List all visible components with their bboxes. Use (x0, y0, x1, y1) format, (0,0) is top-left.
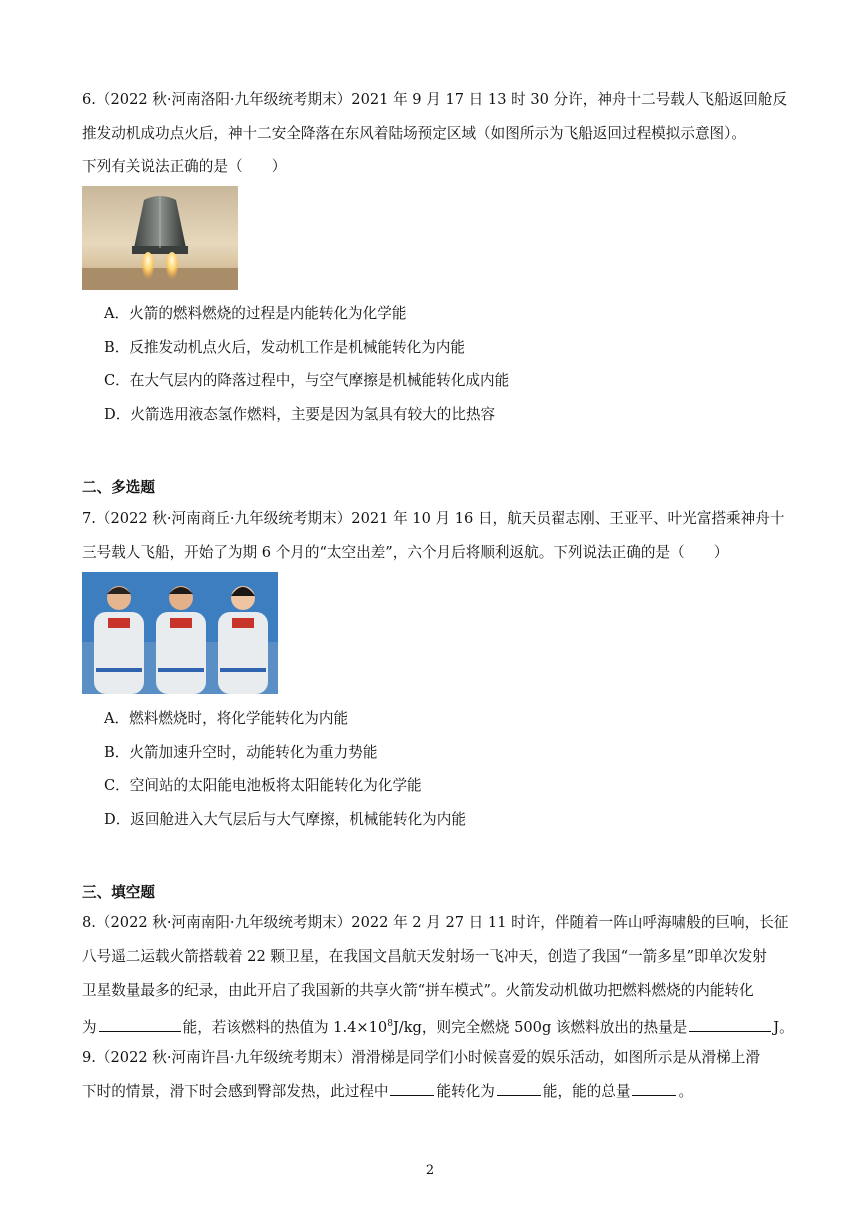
q8-line-4-suffix: J。 (773, 1018, 794, 1036)
q8-line-4 (82, 1014, 794, 1038)
q7-option-b: B．火箭加速升空时，动能转化为重力势能 (104, 744, 378, 761)
q7-option-c: C．空间站的太阳能电池板将太阳能转化为化学能 (104, 777, 422, 794)
q7-line-2: 三号载人飞船，开始了为期 6 个月的“太空出差”，六个月后将顺利返航。下列说法正确的是（ ） (82, 544, 729, 561)
astronauts-photo (82, 572, 278, 694)
page-number: 2 (425, 1163, 435, 1178)
q8-line-4-text-1: 能，若该燃料的热值为 1.4×10 (182, 1018, 388, 1036)
answer-blank[interactable] (689, 1017, 771, 1032)
q6-line-1: 6.（2022 秋·河南洛阳·九年级统考期末）2021 年 9 月 17 日 13 时 30 分许，神舟十二号载人飞船返回舱反 (82, 91, 788, 108)
answer-blank[interactable] (99, 1017, 181, 1032)
answer-blank[interactable] (390, 1081, 434, 1096)
q9-line-2-suffix: 。 (678, 1083, 694, 1100)
answer-blank[interactable] (632, 1081, 676, 1096)
q8-exponent: 8 (387, 1019, 393, 1029)
q8-line-2: 八号遥二运载火箭搭载着 22 颗卫星，在我国文昌航天发射场一飞冲天，创造了我国“一箭多星”即单次发射 (82, 948, 767, 965)
return-capsule-photo (82, 186, 238, 290)
answer-blank[interactable] (497, 1081, 541, 1096)
q6-line-3: 下列有关说法正确的是（ ） (82, 158, 287, 175)
q6-option-c: C．在大气层内的降落过程中，与空气摩擦是机械能转化成内能 (104, 372, 510, 389)
q7-option-a: A．燃料燃烧时，将化学能转化为内能 (104, 710, 349, 727)
q8-line-4-prefix: 为 (82, 1018, 97, 1036)
q6-line-2: 推发动机成功点火后，神十二安全降落在东风着陆场预定区域（如图所示为飞船返回过程模拟示意图）。 (82, 125, 747, 142)
q6-option-b: B．反推发动机点火后，发动机工作是机械能转化为内能 (104, 339, 465, 356)
q6-option-a: A．火箭的燃料燃烧的过程是内能转化为化学能 (104, 305, 407, 322)
q7-option-d: D．返回舱进入大气层后与大气摩擦，机械能转化为内能 (104, 811, 466, 828)
q8-line-4-text-2: J/kg，则完全燃烧 500g 该燃料放出的热量是 (392, 1018, 688, 1036)
section-heading-fill-in: 三、填空题 (82, 884, 155, 901)
q8-line-1: 8.（2022 秋·河南南阳·九年级统考期末）2022 年 2 月 27 日 11 时许，伴随着一阵山呼海啸般的巨响，长征 (82, 914, 789, 931)
q8-line-3: 卫星数量最多的纪录，由此开启了我国新的共享火箭“拼车模式”。火箭发动机做功把燃料燃烧的内能转化 (82, 982, 754, 999)
q9-line-2 (82, 1081, 693, 1102)
q9-line-2-text-3: 能，能的总量 (542, 1083, 631, 1100)
q7-line-1: 7.（2022 秋·河南商丘·九年级统考期末）2021 年 10 月 16 日，航天员翟志刚、王亚平、叶光富搭乘神舟十 (82, 510, 785, 527)
section-heading-multiple-choice: 二、多选题 (82, 479, 155, 496)
q9-line-2-text-2: 能转化为 (436, 1083, 495, 1100)
q9-line-1: 9.（2022 秋·河南许昌·九年级统考期末）滑滑梯是同学们小时候喜爱的娱乐活动，如图所示是从滑梯上滑 (82, 1049, 760, 1066)
q9-line-2-text-1: 下时的情景，滑下时会感到臀部发热，此过程中 (82, 1083, 389, 1100)
q6-option-d: D．火箭选用液态氢作燃料，主要是因为氢具有较大的比热容 (104, 406, 496, 423)
